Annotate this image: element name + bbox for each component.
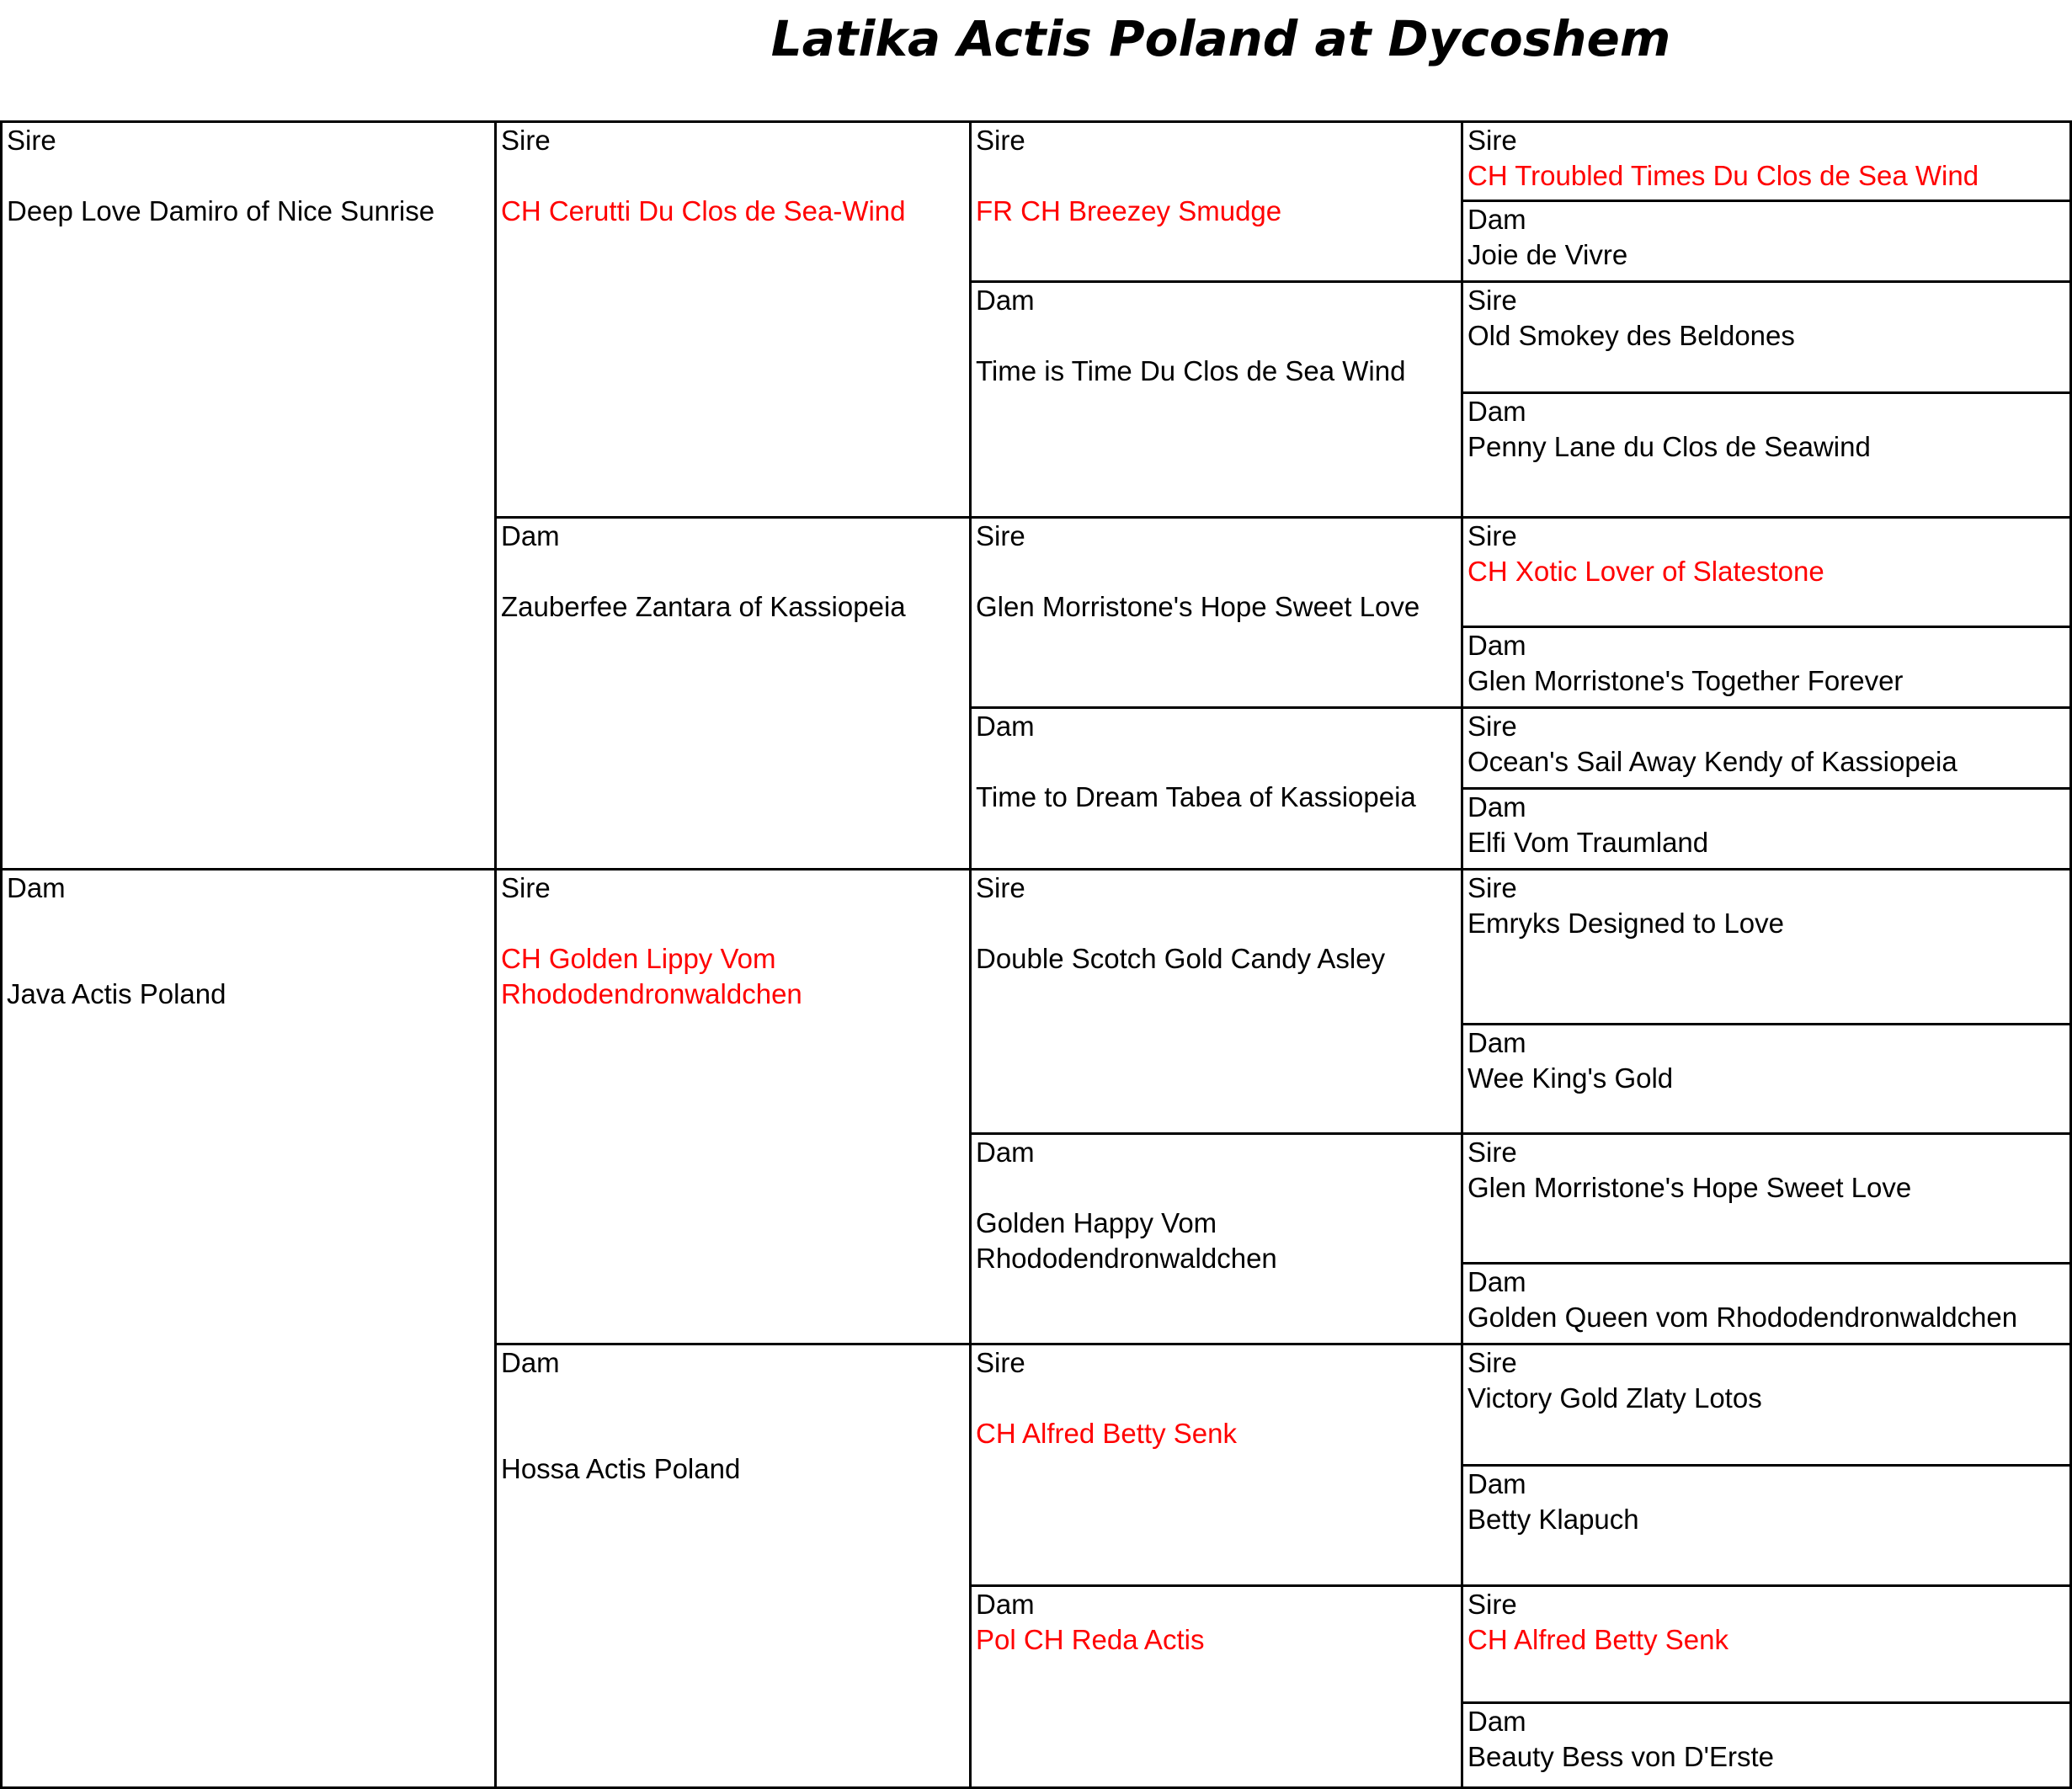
dog-name: Golden Queen vom Rhododendronwaldchen [1467, 1302, 2018, 1333]
relation-label: Dam [501, 520, 560, 551]
champion-name: CH Xotic Lover of Slatestone [1467, 556, 1824, 587]
pedigree-cell-sire-dam-dam-dam [1461, 787, 2072, 871]
pedigree-cell-sire-sire-dam-dam [1461, 391, 2072, 519]
dog-name: Java Actis Poland [7, 978, 226, 1009]
relation-label: Sire [976, 1347, 1025, 1378]
relation-label: Sire [1467, 1589, 1517, 1620]
relation-label: Dam [1467, 630, 1526, 661]
dog-name: Double Scotch Gold Candy Asley [976, 943, 1386, 974]
dog-name: Betty Klapuch [1467, 1504, 1639, 1535]
pedigree-cell-sire-dam-dam-sire [1461, 706, 2072, 790]
pedigree-cell-dam-sire-sire-sire [1461, 868, 2072, 1025]
pedigree-cell-sire-sire-dam-sire [1461, 280, 2072, 394]
dog-name: Old Smokey des Beldones [1467, 320, 1795, 351]
pedigree-cell-sire-sire-dam [969, 280, 1463, 519]
dog-name: Time to Dream Tabea of Kassiopeia [976, 781, 1416, 812]
pedigree-cell-dam [0, 868, 497, 1789]
relation-label: Sire [976, 125, 1025, 156]
dog-name: Joie de Vivre [1467, 239, 1628, 270]
pedigree-cell-dam-dam-sire-sire [1461, 1343, 2072, 1467]
dog-name: Glen Morristone's Hope Sweet Love [976, 591, 1420, 622]
relation-label: Dam [1467, 204, 1526, 235]
pedigree-cell-sire-sire-sire-sire [1461, 120, 2072, 202]
relation-label: Dam [1467, 396, 1526, 427]
relation-label: Sire [1467, 1137, 1517, 1168]
dog-name: Deep Love Damiro of Nice Sunrise [7, 195, 435, 226]
champion-name: CH Troubled Times Du Clos de Sea Wind [1467, 160, 1979, 191]
dog-name: Time is Time Du Clos de Sea Wind [976, 355, 1406, 386]
dog-name: Beauty Bess von D'Erste [1467, 1741, 1774, 1772]
dog-name: Glen Morristone's Hope Sweet Love [1467, 1172, 1912, 1203]
dog-name: Emryks Designed to Love [1467, 908, 1785, 939]
dog-name: Ocean's Sail Away Kendy of Kassiopeia [1467, 746, 1957, 777]
champion-name: CH Cerutti Du Clos de Sea-Wind [501, 195, 906, 226]
relation-label: Dam [1467, 1027, 1526, 1058]
pedigree-cell-sire-dam-sire-dam [1461, 626, 2072, 709]
relation-label: Dam [1467, 791, 1526, 823]
relation-label: Sire [7, 125, 56, 156]
pedigree-cell-dam-dam-sire-dam [1461, 1464, 2072, 1587]
pedigree-cell-sire-dam-dam [969, 706, 1463, 871]
pedigree-cell-dam-sire-sire [969, 868, 1463, 1135]
pedigree-cell-sire [0, 120, 497, 871]
relation-label: Sire [1467, 1347, 1517, 1378]
pedigree-cell-dam-dam-dam-dam [1461, 1701, 2072, 1789]
relation-label: Sire [501, 125, 551, 156]
relation-label: Sire [1467, 872, 1517, 903]
relation-label: Dam [976, 1589, 1035, 1620]
relation-label: Dam [501, 1347, 560, 1378]
champion-name: CH Golden Lippy Vom Rhododendronwaldchen [501, 943, 802, 1009]
dog-name: Wee King's Gold [1467, 1062, 1674, 1094]
champion-name: FR CH Breezey Smudge [976, 195, 1282, 226]
page-title: Latika Actis Poland at Dycoshem [770, 10, 1671, 67]
pedigree-cell-dam-dam-sire [969, 1343, 1463, 1587]
champion-name: CH Alfred Betty Senk [1467, 1624, 1728, 1655]
dog-name: Elfi Vom Traumland [1467, 827, 1709, 858]
relation-label: Sire [1467, 285, 1517, 316]
dog-name: Glen Morristone's Together Forever [1467, 665, 1904, 696]
champion-name: CH Alfred Betty Senk [976, 1418, 1237, 1449]
pedigree-cell-sire-sire-sire-dam [1461, 200, 2072, 283]
pedigree-cell-dam-dam [494, 1343, 972, 1789]
dog-name: Victory Gold Zlaty Lotos [1467, 1382, 1762, 1414]
pedigree-cell-sire-dam [494, 516, 972, 871]
relation-label: Dam [976, 1137, 1035, 1168]
pedigree-cell-sire-dam-sire-sire [1461, 516, 2072, 628]
relation-label: Dam [1467, 1266, 1526, 1297]
champion-name: Pol CH Reda Actis [976, 1624, 1205, 1655]
relation-label: Dam [1467, 1468, 1526, 1499]
pedigree-cell-dam-dam-dam-sire [1461, 1584, 2072, 1704]
pedigree-cell-sire-sire [494, 120, 972, 519]
pedigree-cell-dam-sire-dam-sire [1461, 1132, 2072, 1265]
relation-label: Dam [976, 285, 1035, 316]
pedigree-cell-sire-dam-sire [969, 516, 1463, 709]
pedigree-cell-dam-sire [494, 868, 972, 1345]
relation-label: Dam [976, 711, 1035, 742]
relation-label: Sire [1467, 125, 1517, 156]
relation-label: Sire [1467, 520, 1517, 551]
pedigree-cell-dam-sire-sire-dam [1461, 1023, 2072, 1135]
relation-label: Sire [1467, 711, 1517, 742]
relation-label: Sire [976, 872, 1025, 903]
dog-name: Golden Happy Vom Rhododendronwaldchen [976, 1207, 1277, 1274]
pedigree-cell-dam-sire-dam-dam [1461, 1262, 2072, 1345]
relation-label: Sire [501, 872, 551, 903]
relation-label: Sire [976, 520, 1025, 551]
relation-label: Dam [1467, 1706, 1526, 1737]
pedigree-cell-sire-sire-sire [969, 120, 1463, 283]
pedigree-cell-dam-sire-dam [969, 1132, 1463, 1345]
dog-name: Hossa Actis Poland [501, 1453, 741, 1484]
dog-name: Penny Lane du Clos de Seawind [1467, 431, 1871, 462]
pedigree-cell-dam-dam-dam [969, 1584, 1463, 1789]
dog-name: Zauberfee Zantara of Kassiopeia [501, 591, 906, 622]
relation-label: Dam [7, 872, 66, 903]
